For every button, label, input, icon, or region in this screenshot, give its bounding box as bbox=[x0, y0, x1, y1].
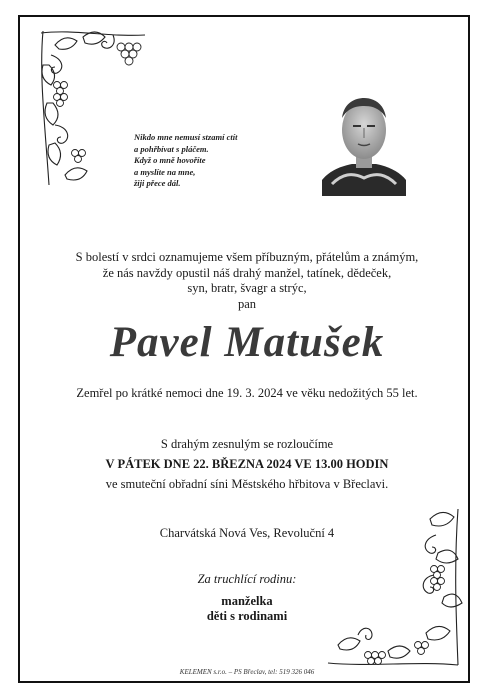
announcement-text bbox=[0, 250, 494, 312]
mourners-label: Za truchlící rodinu: bbox=[197, 572, 297, 586]
grapevine-ornament-bottom-right bbox=[318, 505, 468, 675]
announcement-line: pan bbox=[237, 296, 257, 311]
portrait-photo bbox=[322, 92, 406, 196]
funeral-date-time: V PÁTEK DNE 22. BŘEZNA 2024 VE 13.00 HODIN bbox=[105, 457, 389, 471]
verse-line: a myslíte na mne, bbox=[134, 166, 196, 177]
announcement-line: S bolestí v srdci oznamujeme všem příbuzným, přátelům a známým, bbox=[75, 250, 419, 264]
verse-line: Když o mně hovoříte bbox=[134, 155, 206, 165]
funeral-location: ve smuteční obřadní síni Městského hřbitova v Břeclavi. bbox=[105, 477, 389, 491]
farewell-intro: S drahým zesnulým se rozloučíme bbox=[160, 437, 334, 451]
memorial-verse bbox=[134, 132, 237, 190]
funeral-details bbox=[0, 434, 494, 494]
verse-line: a pohřbívat s pláčem. bbox=[134, 143, 209, 154]
footer-credit: KELEMEN s.r.o. – PS Břeclav, tel: 519 326 046 bbox=[179, 668, 315, 676]
death-notice: Zemřel po krátké nemoci dne 19. 3. 2024 ve věku nedožitých 55 let. bbox=[76, 386, 418, 400]
verse-line: žiji přece dál. bbox=[134, 178, 181, 188]
verse-line: Nikdo mne nemusí stzamí ctít bbox=[134, 132, 238, 142]
deceased-name: Pavel Matušek bbox=[109, 319, 385, 366]
announcement-line: syn, bratr, švagr a strýc, bbox=[187, 281, 307, 295]
mourner-wife: manželka bbox=[221, 593, 273, 608]
announcement-line: že nás navždy opustil náš drahý manžel, tatínek, dědeček, bbox=[102, 265, 392, 280]
family-address: Charvátská Nová Ves, Revoluční 4 bbox=[159, 526, 335, 540]
mourner-children: děti s rodinami bbox=[206, 609, 288, 623]
